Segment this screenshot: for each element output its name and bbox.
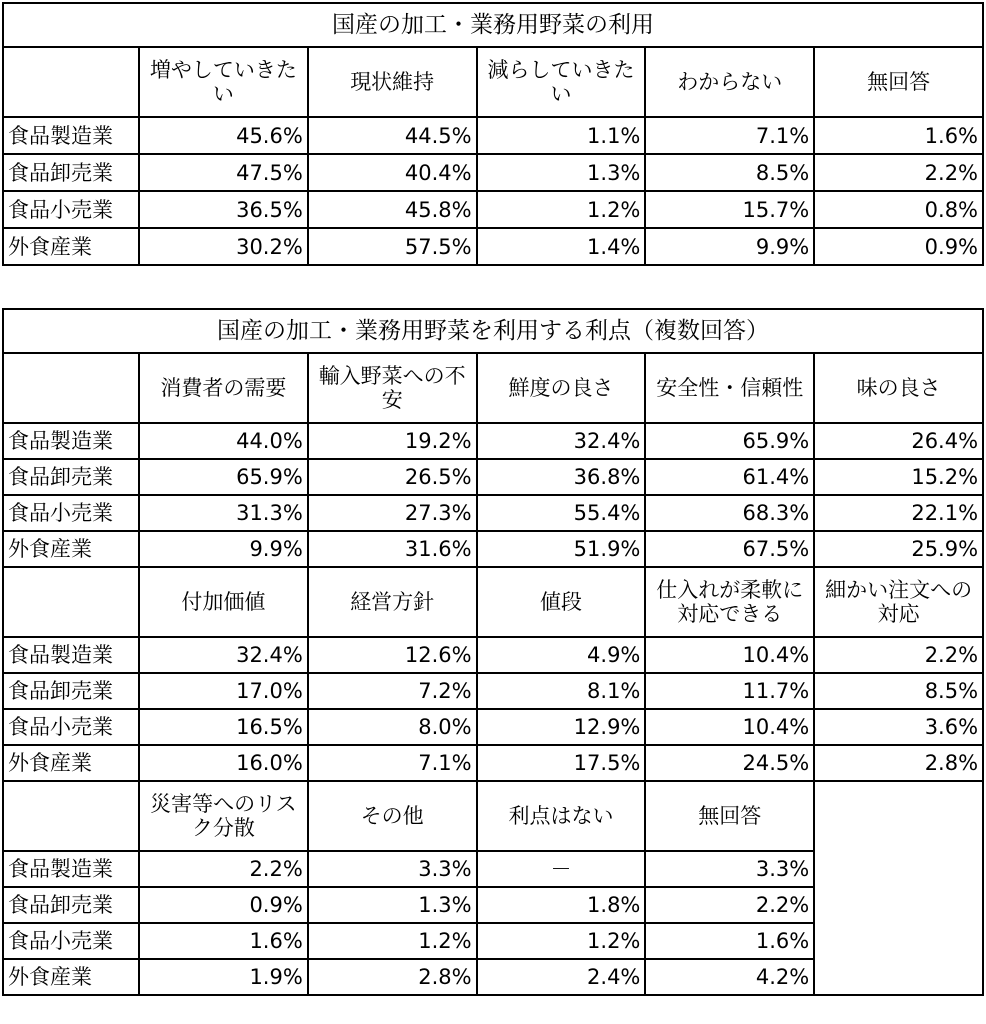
value-cell: 31.6% xyxy=(308,531,477,567)
value-cell: 1.6% xyxy=(814,117,983,154)
benefits-header-row xyxy=(3,353,983,423)
table-row xyxy=(3,495,983,531)
row-label: 外食産業 xyxy=(3,531,139,567)
table-row xyxy=(3,709,983,745)
value-cell: 22.1% xyxy=(814,495,983,531)
value-cell: 47.5% xyxy=(139,154,308,191)
value-cell: 1.3% xyxy=(308,887,477,923)
row-label: 食品卸売業 xyxy=(3,673,139,709)
value-cell: 67.5% xyxy=(645,531,814,567)
row-label: 食品小売業 xyxy=(3,709,139,745)
value-cell: 3.3% xyxy=(308,851,477,887)
row-label: 食品製造業 xyxy=(3,851,139,887)
value-cell: 26.5% xyxy=(308,459,477,495)
row-label: 食品小売業 xyxy=(3,923,139,959)
value-cell: 2.2% xyxy=(645,887,814,923)
table-row xyxy=(3,459,983,495)
value-cell: 45.6% xyxy=(139,117,308,154)
value-cell: 4.9% xyxy=(477,637,646,673)
value-cell: 2.2% xyxy=(814,154,983,191)
column-header: わからない xyxy=(645,47,814,117)
value-cell: － xyxy=(477,851,646,887)
value-cell: 36.5% xyxy=(139,191,308,228)
value-cell: 24.5% xyxy=(645,745,814,781)
table-row xyxy=(3,423,983,459)
value-cell: 1.9% xyxy=(139,959,308,995)
value-cell: 44.5% xyxy=(308,117,477,154)
column-header: 減らしていきたい xyxy=(477,47,646,117)
value-cell: 27.3% xyxy=(308,495,477,531)
value-cell: 2.8% xyxy=(814,745,983,781)
row-label: 食品卸売業 xyxy=(3,154,139,191)
benefits-table-title: 国産の加工・業務用野菜を利用する利点（複数回答） xyxy=(3,309,983,353)
value-cell: 4.2% xyxy=(645,959,814,995)
value-cell: 1.2% xyxy=(308,923,477,959)
value-cell: 0.8% xyxy=(814,191,983,228)
value-cell: 51.9% xyxy=(477,531,646,567)
value-cell: 7.2% xyxy=(308,673,477,709)
table-row xyxy=(3,531,983,567)
benefits-header-row xyxy=(3,567,983,637)
value-cell: 1.8% xyxy=(477,887,646,923)
column-header: 仕入れが柔軟に対応できる xyxy=(645,567,814,637)
column-header: 増やしていきたい xyxy=(139,47,308,117)
value-cell: 1.6% xyxy=(645,923,814,959)
row-label: 外食産業 xyxy=(3,959,139,995)
value-cell: 17.0% xyxy=(139,673,308,709)
table-row xyxy=(3,745,983,781)
value-cell: 2.2% xyxy=(139,851,308,887)
column-header: 安全性・信頼性 xyxy=(645,353,814,423)
row-label: 食品小売業 xyxy=(3,495,139,531)
value-cell: 16.0% xyxy=(139,745,308,781)
usage-table xyxy=(2,2,984,266)
value-cell: 30.2% xyxy=(139,228,308,265)
value-cell: 1.4% xyxy=(477,228,646,265)
row-label: 食品卸売業 xyxy=(3,459,139,495)
value-cell: 17.5% xyxy=(477,745,646,781)
column-header: 味の良さ xyxy=(814,353,983,423)
value-cell: 26.4% xyxy=(814,423,983,459)
value-cell: 7.1% xyxy=(308,745,477,781)
row-label: 食品小売業 xyxy=(3,191,139,228)
value-cell: 15.2% xyxy=(814,459,983,495)
table-row xyxy=(3,154,983,191)
value-cell: 61.4% xyxy=(645,459,814,495)
value-cell: 65.9% xyxy=(139,459,308,495)
column-header: 無回答 xyxy=(645,781,814,851)
column-header: 災害等へのリスク分散 xyxy=(139,781,308,851)
value-cell: 3.3% xyxy=(645,851,814,887)
column-header: 現状維持 xyxy=(308,47,477,117)
column-header: 付加価値 xyxy=(139,567,308,637)
value-cell: 19.2% xyxy=(308,423,477,459)
value-cell: 32.4% xyxy=(139,637,308,673)
value-cell: 7.1% xyxy=(645,117,814,154)
value-cell: 0.9% xyxy=(139,887,308,923)
value-cell: 2.4% xyxy=(477,959,646,995)
value-cell: 45.8% xyxy=(308,191,477,228)
value-cell: 1.1% xyxy=(477,117,646,154)
value-cell: 11.7% xyxy=(645,673,814,709)
column-header: 消費者の需要 xyxy=(139,353,308,423)
benefits-header-row xyxy=(3,781,983,851)
value-cell: 10.4% xyxy=(645,709,814,745)
column-header: 経営方針 xyxy=(308,567,477,637)
empty-cell xyxy=(814,781,983,995)
value-cell: 25.9% xyxy=(814,531,983,567)
column-header: 利点はない xyxy=(477,781,646,851)
row-label: 食品製造業 xyxy=(3,117,139,154)
value-cell: 0.9% xyxy=(814,228,983,265)
value-cell: 2.8% xyxy=(308,959,477,995)
usage-table-title: 国産の加工・業務用野菜の利用 xyxy=(3,3,983,47)
value-cell: 10.4% xyxy=(645,637,814,673)
value-cell: 12.9% xyxy=(477,709,646,745)
value-cell: 36.8% xyxy=(477,459,646,495)
column-header: 輸入野菜への不安 xyxy=(308,353,477,423)
table-row xyxy=(3,637,983,673)
value-cell: 8.0% xyxy=(308,709,477,745)
value-cell: 9.9% xyxy=(645,228,814,265)
value-cell: 1.2% xyxy=(477,191,646,228)
value-cell: 16.5% xyxy=(139,709,308,745)
column-header: 鮮度の良さ xyxy=(477,353,646,423)
column-header: その他 xyxy=(308,781,477,851)
table-row xyxy=(3,228,983,265)
row-label: 食品卸売業 xyxy=(3,887,139,923)
value-cell: 1.3% xyxy=(477,154,646,191)
value-cell: 40.4% xyxy=(308,154,477,191)
value-cell: 68.3% xyxy=(645,495,814,531)
column-header: 値段 xyxy=(477,567,646,637)
column-header: 細かい注文への対応 xyxy=(814,567,983,637)
table-row xyxy=(3,673,983,709)
value-cell: 57.5% xyxy=(308,228,477,265)
value-cell: 3.6% xyxy=(814,709,983,745)
row-label: 食品製造業 xyxy=(3,423,139,459)
value-cell: 12.6% xyxy=(308,637,477,673)
row-label: 食品製造業 xyxy=(3,637,139,673)
value-cell: 15.7% xyxy=(645,191,814,228)
value-cell: 32.4% xyxy=(477,423,646,459)
value-cell: 8.5% xyxy=(645,154,814,191)
benefits-table xyxy=(2,308,984,996)
value-cell: 55.4% xyxy=(477,495,646,531)
table-row xyxy=(3,117,983,154)
value-cell: 44.0% xyxy=(139,423,308,459)
value-cell: 31.3% xyxy=(139,495,308,531)
value-cell: 65.9% xyxy=(645,423,814,459)
usage-header-row xyxy=(3,47,983,117)
row-label: 外食産業 xyxy=(3,745,139,781)
row-label: 外食産業 xyxy=(3,228,139,265)
table-row xyxy=(3,191,983,228)
value-cell: 2.2% xyxy=(814,637,983,673)
value-cell: 1.2% xyxy=(477,923,646,959)
value-cell: 8.1% xyxy=(477,673,646,709)
value-cell: 1.6% xyxy=(139,923,308,959)
value-cell: 9.9% xyxy=(139,531,308,567)
value-cell: 8.5% xyxy=(814,673,983,709)
column-header: 無回答 xyxy=(814,47,983,117)
